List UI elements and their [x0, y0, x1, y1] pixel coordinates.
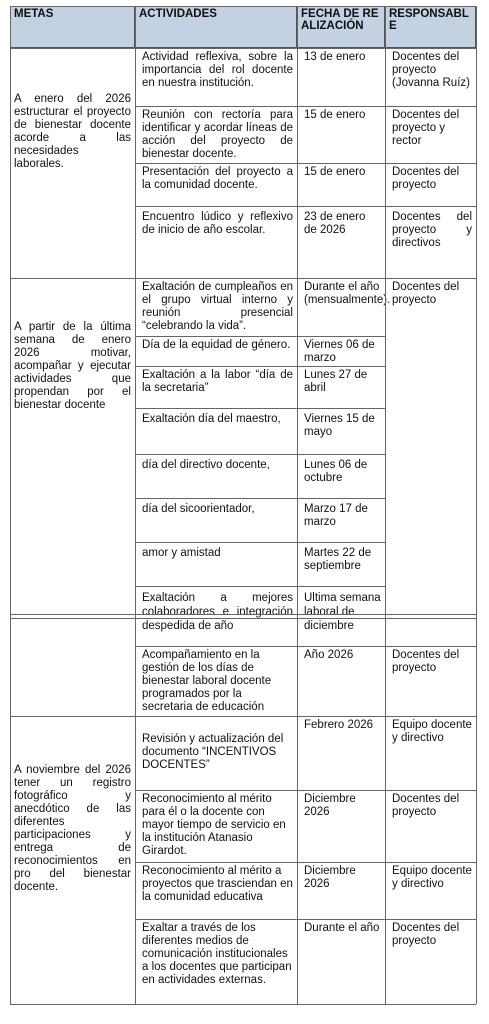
- page-break-line-2: [10, 618, 476, 619]
- row-sep: [135, 454, 385, 455]
- row-4-actividad: Encuentro lúdico y reflexivo de inicio de año escolar.: [142, 211, 293, 236]
- row-17-responsable: Docentes del proyecto: [392, 922, 460, 947]
- table-border-top: [10, 6, 476, 7]
- meta-3-top-line: [10, 716, 476, 717]
- meta-3: A noviembre del 2026 tener un registro fotográfico y anecdótico de las diferentes participaciones y entrega de reconocimientos en pro del bienestar docente.: [14, 764, 131, 893]
- row-6-actividad: Día de la equidad de género.: [142, 339, 291, 351]
- row-sep: [135, 106, 476, 107]
- row-sep: [135, 790, 476, 791]
- row-8-actividad: Exaltación día del maestro,: [142, 413, 281, 425]
- row-13-actividad: Acompañamiento en la gestión de los días de bienestar laboral docente programados por la secretaria de educación: [142, 649, 272, 713]
- header-responsable: RESPONSABLE: [385, 6, 476, 48]
- row-3-fecha: 15 de enero: [304, 166, 366, 178]
- row-9-actividad: día del directivo docente,: [142, 459, 270, 471]
- row-sep: [135, 646, 476, 647]
- header-bottom-line: [10, 48, 476, 49]
- row-5-fecha: Durante el año (mensualmente).: [304, 281, 391, 306]
- row-13-responsable: Docentes del proyecto: [392, 649, 460, 674]
- row-9-fecha: Lunes 06 de octubre: [304, 459, 368, 484]
- row-sep: [135, 542, 385, 543]
- table-border-bottom: [10, 1004, 476, 1005]
- row-14-responsable: Equipo docente y directivo: [392, 719, 472, 744]
- row-14-actividad: Revisión y actualización del documento “INCENTIVOS DOCENTES”: [142, 733, 284, 771]
- col-sep-2: [297, 6, 298, 1004]
- row-sep: [135, 336, 385, 337]
- row-5-responsable: Docentes del proyecto: [392, 281, 460, 306]
- row-12-actividad: Exaltación a mejores colaboradores e integración despedida de año: [142, 592, 293, 632]
- row-12-fecha: Ultima semana laboral de diciembre: [304, 592, 381, 632]
- row-10-fecha: Marzo 17 de marzo: [304, 503, 368, 528]
- row-7-actividad: Exaltación a la labor “día de la secretaria”: [142, 369, 293, 394]
- page-break-line-1: [10, 614, 476, 615]
- row-15-fecha: Diciembre 2026: [304, 793, 356, 818]
- row-17-fecha: Durante el año: [304, 922, 380, 934]
- table-border-left: [10, 6, 11, 1004]
- row-14-fecha: Febrero 2026: [304, 719, 374, 731]
- row-8-fecha: Viernes 15 de mayo: [304, 413, 375, 438]
- row-7-fecha: Lunes 27 de abril: [304, 369, 368, 394]
- row-sep: [135, 163, 476, 164]
- row-15-actividad: Reconocimiento al mérito para él o la docente con mayor tiempo de servicio en la institución Atanasio Girardot.: [142, 793, 286, 857]
- row-2-responsable: Docentes del proyecto y rector: [392, 109, 460, 147]
- row-11-fecha: Martes 22 de septiembre: [304, 547, 372, 572]
- header-fecha: FECHA DE REALIZACIÓN: [297, 6, 385, 48]
- row-15-responsable: Docentes del proyecto: [392, 793, 460, 818]
- row-10-actividad: día del sicoorientador,: [142, 503, 255, 515]
- row-sep: [135, 919, 476, 920]
- row-sep: [135, 206, 476, 207]
- row-sep: [135, 862, 476, 863]
- meta-1-bottom-line: [10, 278, 476, 279]
- row-1-responsable: Docentes del proyecto (Jovanna Ruíz): [392, 51, 470, 89]
- table-border-right: [476, 6, 477, 1004]
- meta-1: A enero del 2026 estructurar el proyecto de bienestar docente acorde a las necesidades laborales.: [14, 93, 131, 170]
- row-sep: [135, 498, 385, 499]
- row-5-actividad: Exaltación de cumpleaños en el grupo virtual interno y reunión presencial “celebrando la vida”.: [142, 281, 293, 332]
- row-11-actividad: amor y amistad: [142, 547, 221, 559]
- row-16-fecha: Diciembre 2026: [304, 865, 356, 890]
- row-2-fecha: 15 de enero: [304, 109, 366, 121]
- row-1-fecha: 13 de enero: [304, 51, 366, 63]
- row-sep: [135, 586, 385, 587]
- row-16-responsable: Equipo docente y directivo: [392, 865, 472, 890]
- col-sep-1: [135, 6, 136, 1004]
- row-17-actividad: Exaltar a través de los diferentes medios de comunicación institucionales a los docentes que participan en actividades externas.: [142, 922, 292, 986]
- meta-2: A partir de la última semana de enero 2026 motivar, acompañar y ejecutar actividades que propendan por el bienestar docente: [14, 321, 131, 411]
- col-sep-3: [385, 6, 386, 1004]
- row-sep: [135, 366, 385, 367]
- row-13-fecha: Año 2026: [304, 649, 354, 661]
- header-actividades: ACTIVIDADES: [135, 6, 297, 48]
- header-metas: METAS: [10, 6, 135, 48]
- row-4-responsable: Docentes del proyecto y directivos: [392, 211, 472, 249]
- row-2-actividad: Reunión con rectoría para identificar y acordar líneas de acción del proyecto de bienestar docente.: [142, 109, 293, 160]
- row-sep: [135, 408, 385, 409]
- row-6-fecha: Viernes 06 de marzo: [304, 339, 375, 364]
- row-3-actividad: Presentación del proyecto a la comunidad docente.: [142, 166, 293, 191]
- row-16-actividad: Reconocimiento al mérito a proyectos que trasciendan en la comunidad educativa: [142, 865, 293, 903]
- row-4-fecha: 23 de enero de 2026: [304, 211, 366, 236]
- row-1-actividad: Actividad reflexiva, sobre la importancia del rol docente en nuestra institución.: [142, 51, 293, 89]
- row-3-responsable: Docentes del proyecto: [392, 166, 460, 191]
